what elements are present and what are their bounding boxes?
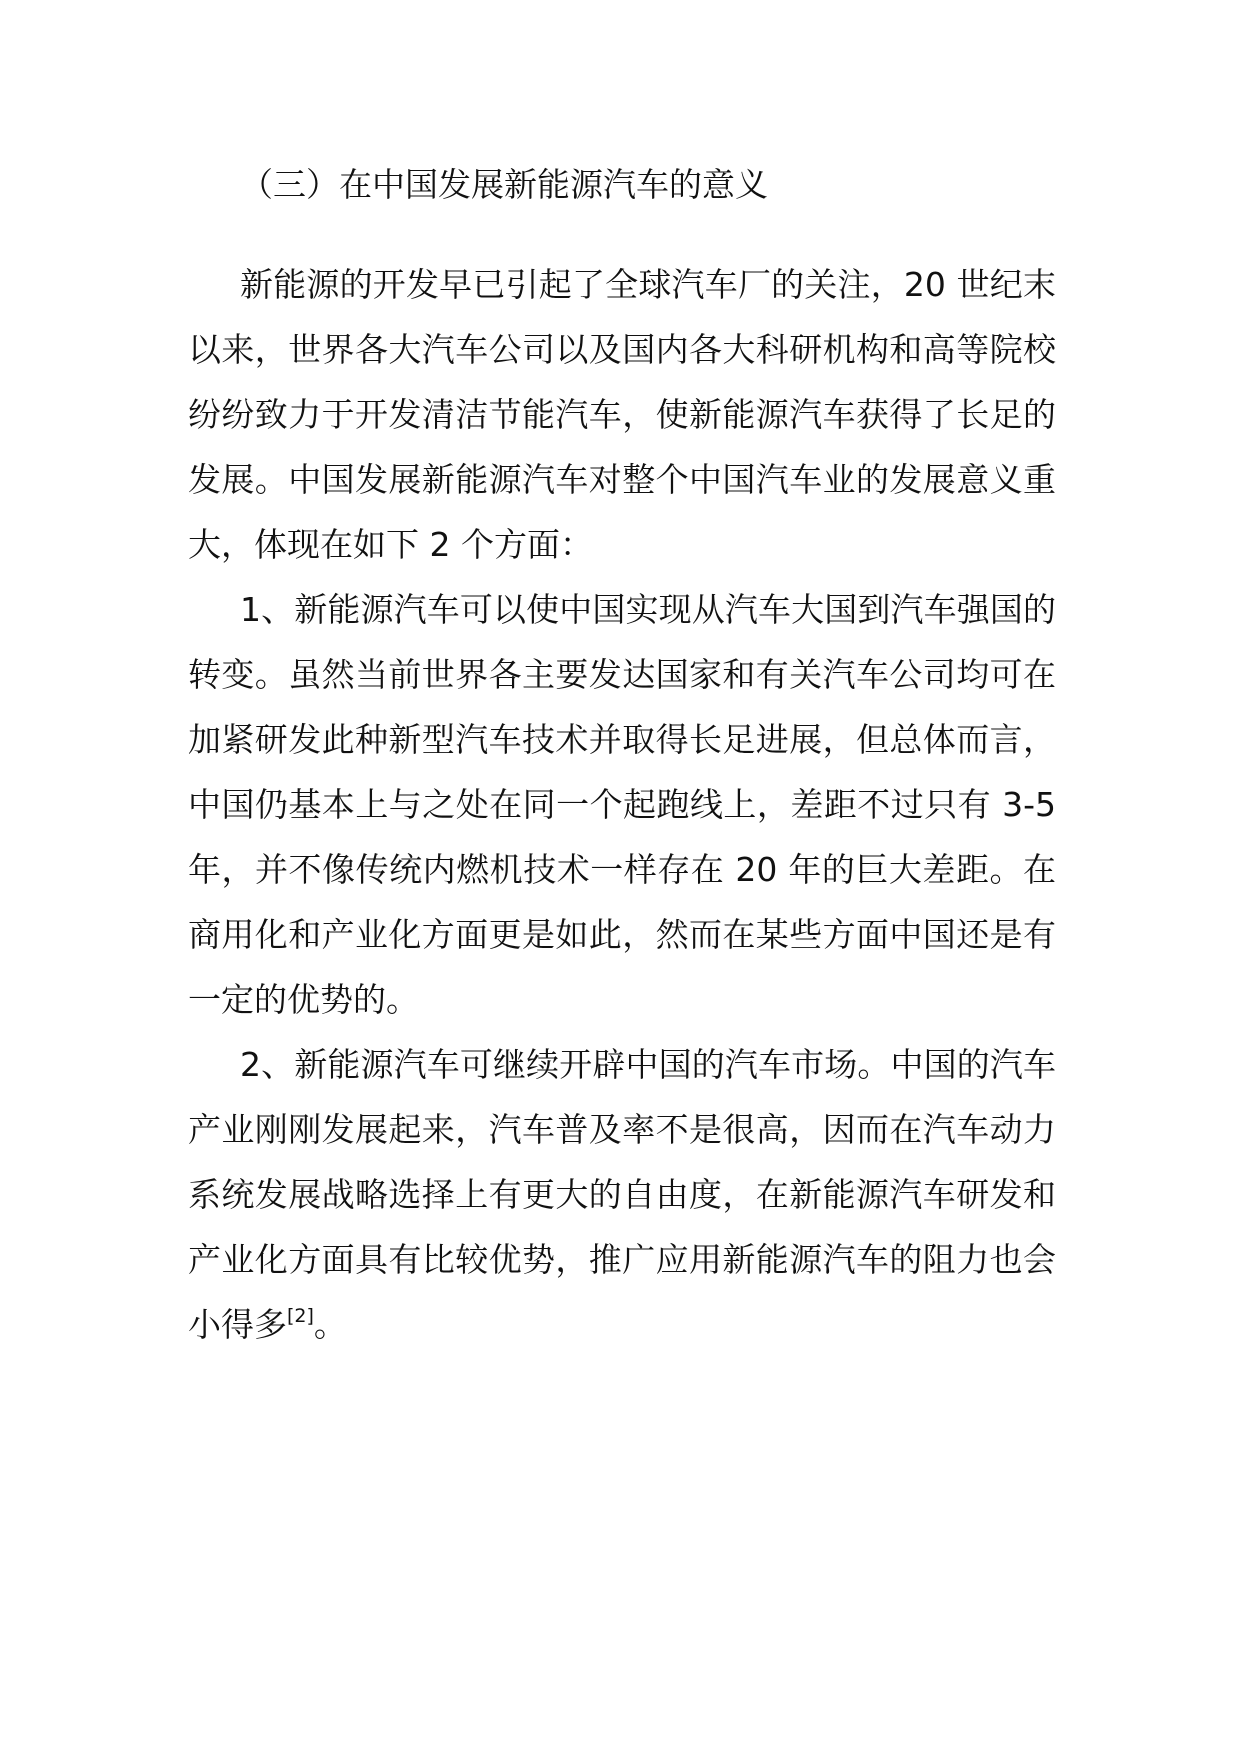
intro-paragraph: 新能源的开发早已引起了全球汽车厂的关注，20 世纪末以来，世界各大汽车公司以及国内各大科研机构和高等院校纷纷致力于开发清洁节能汽车，使新能源汽车获得了长足的发展。中国发展新能源汽车对整个中国汽车业的发展意义重大，体现在如下 2 个方面： [188, 265, 1056, 564]
point-1-paragraph: 1、新能源汽车可以使中国实现从汽车大国到汽车强国的转变。虽然当前世界各主要发达国家和有关汽车公司均可在加紧研发此种新型汽车技术并取得长足进展，但总体而言，中国仍基本上与之处在同一个起跑线上，差距不过只有 3-5 年，并不像传统内燃机技术一样存在 20 年的巨大差距。在商用化和产业化方面更是如此，然而在某些方面中国还是有一定的优势的。 [188, 590, 1056, 1019]
point-2-paragraph [188, 1032, 1056, 1357]
section-heading: （三）在中国发展新能源汽车的意义 [240, 165, 768, 204]
citation-reference: [2] [287, 1305, 314, 1327]
point-2-text: 2、新能源汽车可继续开辟中国的汽车市场。中国的汽车产业刚刚发展起来，汽车普及率不是很高，因而在汽车动力系统发展战略选择上有更大的自由度，在新能源汽车研发和产业化方面具有比较优势，推广应用新能源汽车的阻力也会小得多 [188, 1045, 1056, 1344]
body-text [188, 252, 1056, 1357]
point-2-end: 。 [313, 1305, 347, 1344]
